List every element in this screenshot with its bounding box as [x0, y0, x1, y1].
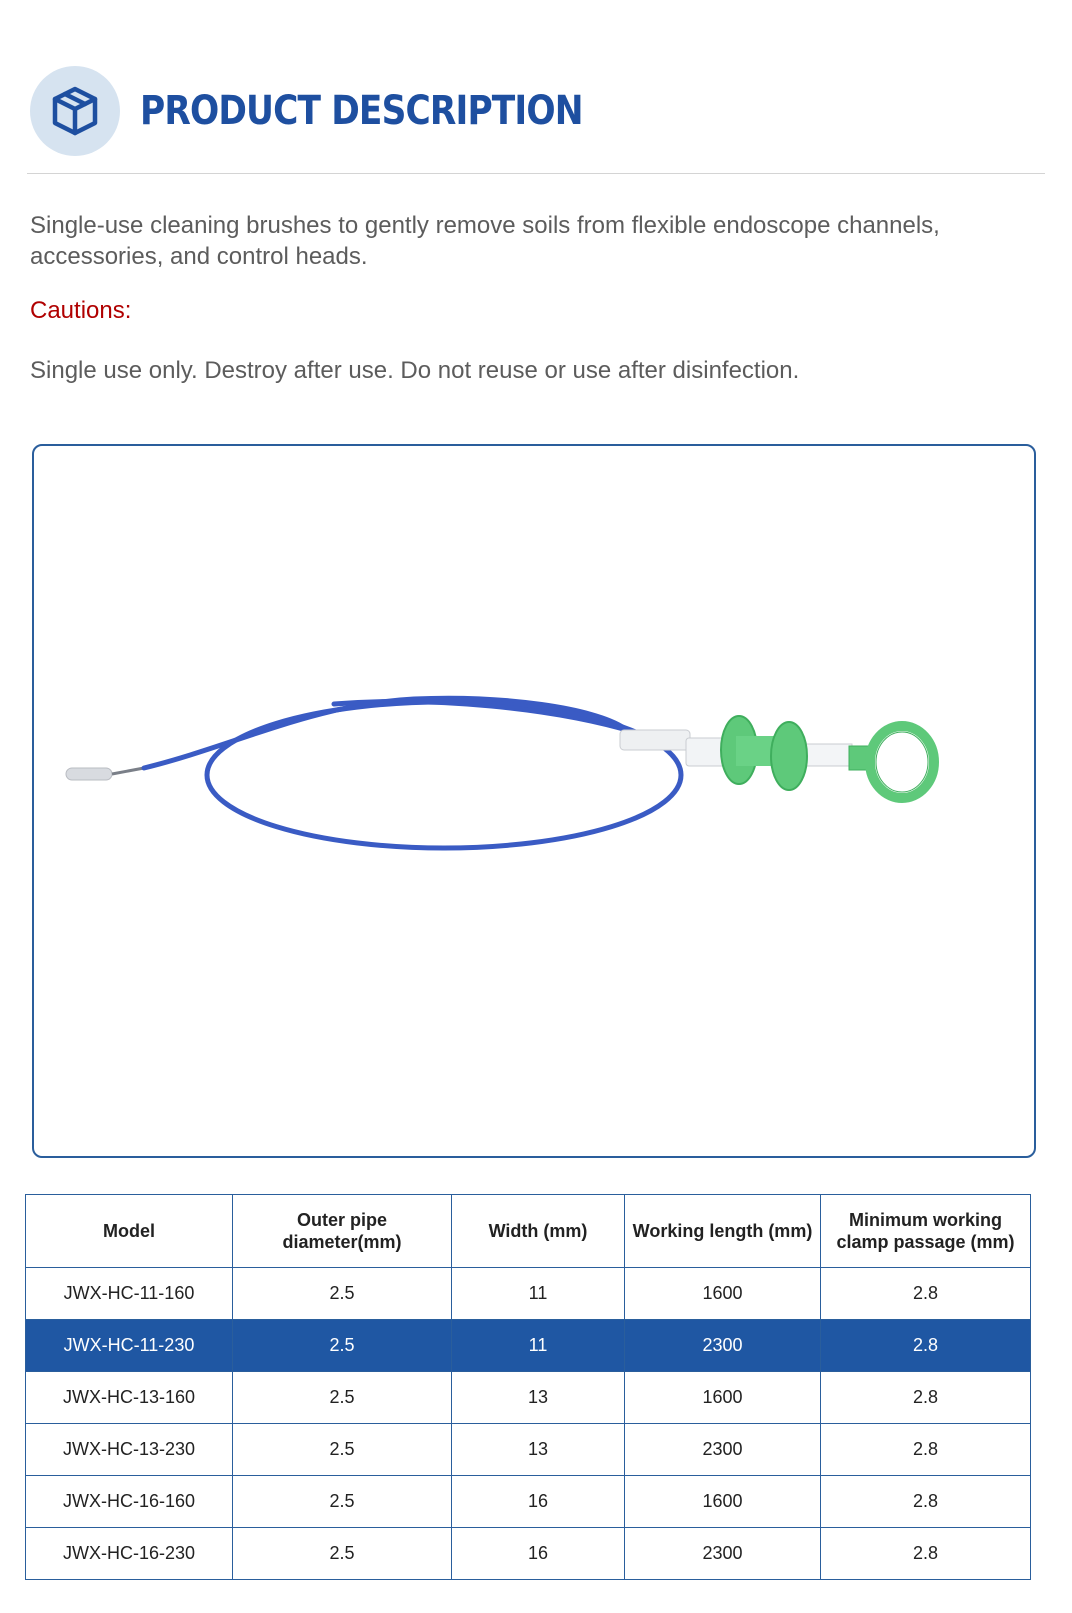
header-working-length: Working length (mm)	[625, 1195, 821, 1268]
header-min-clamp-passage: Minimum working clamp passage (mm)	[821, 1195, 1031, 1268]
cell-length: 2300	[625, 1528, 821, 1580]
cell-model: JWX-HC-11-230	[26, 1320, 233, 1372]
cell-passage: 2.8	[821, 1372, 1031, 1424]
header-outer-pipe-diameter: Outer pipe diameter(mm)	[233, 1195, 452, 1268]
cell-width: 11	[452, 1320, 625, 1372]
cell-width: 13	[452, 1372, 625, 1424]
cell-passage: 2.8	[821, 1320, 1031, 1372]
table-header-row	[26, 1195, 1031, 1268]
cleaning-brush-image	[34, 446, 1034, 1156]
cell-model: JWX-HC-13-160	[26, 1372, 233, 1424]
header-width: Width (mm)	[452, 1195, 625, 1268]
cell-passage: 2.8	[821, 1268, 1031, 1320]
cell-width: 16	[452, 1528, 625, 1580]
product-image-frame	[32, 444, 1036, 1158]
cell-diameter: 2.5	[233, 1424, 452, 1476]
cell-diameter: 2.5	[233, 1268, 452, 1320]
cell-length: 2300	[625, 1320, 821, 1372]
cell-passage: 2.8	[821, 1528, 1031, 1580]
cell-width: 11	[452, 1268, 625, 1320]
cell-width: 16	[452, 1476, 625, 1528]
cell-model: JWX-HC-13-230	[26, 1424, 233, 1476]
table-row-highlighted	[26, 1320, 1031, 1372]
cell-passage: 2.8	[821, 1424, 1031, 1476]
page-title: PRODUCT DESCRIPTION	[140, 88, 583, 134]
cell-diameter: 2.5	[233, 1476, 452, 1528]
table-row	[26, 1476, 1031, 1528]
spec-table	[25, 1194, 1031, 1580]
header-divider	[27, 173, 1045, 174]
cell-length: 1600	[625, 1476, 821, 1528]
caution-text: Single use only. Destroy after use. Do not reuse or use after disinfection.	[30, 357, 800, 384]
cell-length: 1600	[625, 1372, 821, 1424]
product-description: Single-use cleaning brushes to gently remove soils from flexible endoscope channels, accessories, and control heads.	[30, 212, 940, 270]
cell-diameter: 2.5	[233, 1320, 452, 1372]
cell-length: 2300	[625, 1424, 821, 1476]
table-row	[26, 1528, 1031, 1580]
section-header	[0, 0, 1072, 176]
table-row	[26, 1424, 1031, 1476]
cell-width: 13	[452, 1424, 625, 1476]
table-row	[26, 1268, 1031, 1320]
cell-passage: 2.8	[821, 1476, 1031, 1528]
cube-icon	[50, 85, 100, 137]
header-icon-badge	[30, 66, 120, 156]
table-row	[26, 1372, 1031, 1424]
cautions-heading: Cautions:	[30, 297, 132, 324]
cell-diameter: 2.5	[233, 1372, 452, 1424]
cell-diameter: 2.5	[233, 1528, 452, 1580]
header-model: Model	[26, 1195, 233, 1268]
cell-model: JWX-HC-16-160	[26, 1476, 233, 1528]
cell-model: JWX-HC-16-230	[26, 1528, 233, 1580]
cell-length: 1600	[625, 1268, 821, 1320]
cell-model: JWX-HC-11-160	[26, 1268, 233, 1320]
